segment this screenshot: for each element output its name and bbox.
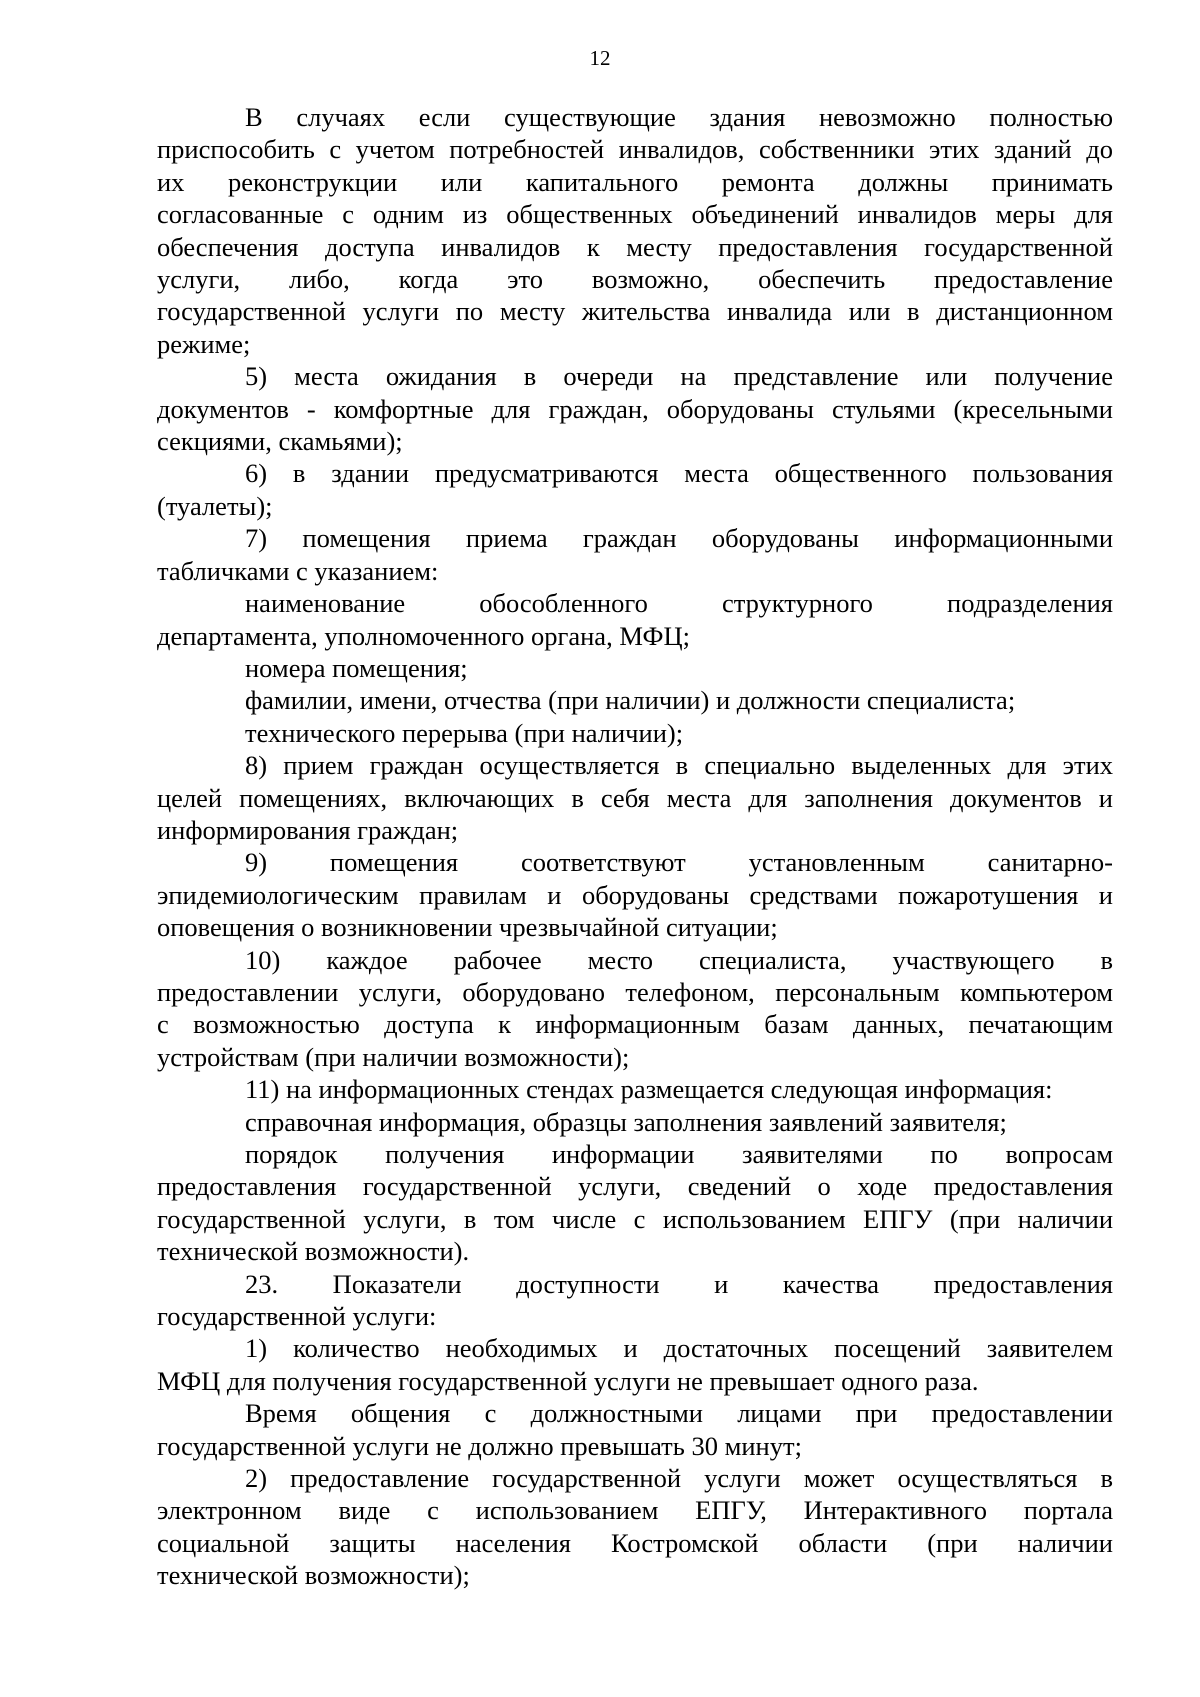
text-line: 8) прием граждан осуществляется в специально выделенных для этих [245,750,1113,781]
text-line: социальной защиты населения Костромской области (при наличии [157,1527,1113,1558]
text-line: технического перерыва (при наличии); [245,717,684,748]
text-line: оповещения о возникновении чрезвычайной ситуации; [157,912,778,943]
text-line: порядок получения информации заявителями по вопросам [245,1139,1113,1169]
paragraph [157,1397,1113,1462]
paragraph [157,360,1113,457]
paragraph [157,1332,1113,1397]
text-line: МФЦ для получения государственной услуги не превышает одного раза. [157,1365,979,1396]
paragraph [157,457,1113,522]
paragraph [157,749,1113,846]
text-line: информирования граждан; [157,814,459,845]
text-line: 23. Показатели доступности и качества предоставления [245,1268,1113,1299]
text-line: эпидемиологическим правилам и оборудованы средствами пожаротушения и [157,879,1113,910]
text-line: наименование обособленного структурного подразделения [245,588,1113,619]
text-line: 1) количество необходимых и достаточных посещений заявителем [245,1333,1113,1364]
text-line: предоставления государственной услуги, сведений о ходе предоставления [157,1171,1113,1202]
text-line: (туалеты); [157,490,273,521]
text-line: услуги, либо, когда это возможно, обеспечить предоставление [157,264,1113,295]
paragraph [157,1138,1113,1268]
paragraph [157,652,1113,684]
text-line: с возможностью доступа к информационным базам данных, печатающим [157,1009,1113,1040]
paragraph [157,1268,1113,1333]
text-line: технической возможности). [157,1236,470,1267]
text-line: 6) в здании предусматриваются места общественного пользования [245,458,1113,489]
paragraph [157,717,1113,749]
text-line: электронном виде с использованием ЕПГУ, Интерактивного портала [157,1495,1113,1526]
paragraph [157,1073,1113,1105]
text-line: 9) помещения соответствуют установленным санитарно- [245,847,1113,878]
text-line: предоставлении услуги, оборудовано телефоном, персональным компьютером [157,976,1113,1007]
text-line: государственной услуги по месту жительства инвалида или в дистанционном [157,296,1113,327]
text-line: номера помещения; [245,652,468,683]
text-line: Время общения с должностными лицами при предоставлении [245,1398,1113,1429]
paragraph [157,522,1113,587]
text-line: государственной услуги не должно превышать 30 минут; [157,1430,802,1461]
paragraph [157,846,1113,943]
paragraph [157,101,1113,360]
text-line: согласованные с одним из общественных объединений инвалидов меры для [157,199,1113,230]
text-line: государственной услуги, в том числе с использованием ЕПГУ (при наличии [157,1203,1113,1234]
paragraph [157,587,1113,652]
page-number: 12 [589,46,611,70]
text-line: 11) на информационных стендах размещается следующая информация: [245,1074,1053,1105]
text-line: режиме; [157,328,251,359]
document-body [157,101,1113,1592]
text-line: их реконструкции или капитального ремонта должны принимать [157,166,1113,197]
text-line: фамилии, имени, отчества (при наличии) и должности специалиста; [245,685,1016,716]
text-line: обеспечения доступа инвалидов к месту предоставления государственной [157,231,1113,262]
text-line: справочная информация, образцы заполнения заявлений заявителя; [245,1106,1007,1137]
text-line: документов - комфортные для граждан, оборудованы стульями (кресельными [157,393,1113,424]
text-line: государственной услуги: [157,1301,437,1332]
text-line: 5) места ожидания в очереди на представление или получение [245,361,1113,392]
text-line: табличками с указанием: [157,555,439,586]
text-line: устройствам (при наличии возможности); [157,1041,630,1072]
text-line: приспособить с учетом потребностей инвалидов, собственники этих зданий до [157,134,1113,165]
text-line: В случаях если существующие здания невозможно полностью [245,102,1113,132]
text-line: технической возможности); [157,1560,470,1591]
text-line: секциями, скамьями); [157,426,403,457]
text-line: 2) предоставление государственной услуги может осуществляться в [245,1463,1113,1494]
text-line: 7) помещения приема граждан оборудованы информационными [245,523,1113,554]
paragraph [157,684,1113,716]
paragraph [157,1106,1113,1138]
paragraph [157,1462,1113,1592]
text-line: целей помещениях, включающих в себя места для заполнения документов и [157,782,1113,813]
text-line: 10) каждое рабочее место специалиста, участвующего в [245,944,1113,975]
text-line: департамента, уполномоченного органа, МФЦ; [157,620,690,651]
paragraph [157,944,1113,1074]
